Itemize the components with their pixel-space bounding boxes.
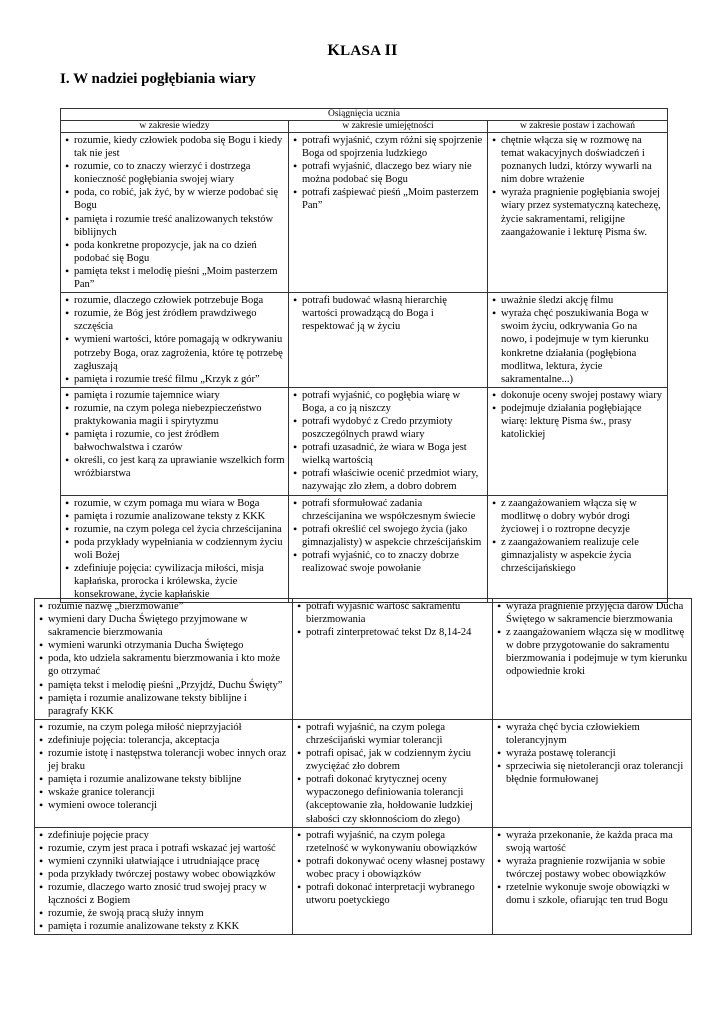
table-row [35,827,692,935]
list-item: • pamięta i rozumie treść analizowanych tekstów biblijnych [65,213,285,239]
bullet-list [492,497,664,576]
table-row [61,293,668,388]
cell-umiejetnosci [289,495,488,603]
list-item: • rozumie, że Bóg jest źródłem prawdziwego szczęścia [65,307,285,333]
cell-wiedza [35,827,293,935]
list-item: • rozumie nazwę „bierzmowanie” [39,600,289,613]
list-item: • rzetelnie wykonuje swoje obowiązki w domu i szkole, ofiarując ten trud Bogu [497,881,688,907]
list-item: • potrafi wyjaśnić, co to znaczy dobrze realizować swoje powołanie [293,549,484,575]
list-item: • potrafi uzasadnić, że wiara w Boga jest wielką wartością [293,441,484,467]
achievements-table-continued [34,598,692,935]
list-item: • potrafi wyjaśnić, co pogłębia wiarę w Boga, a co ją niszczy [293,389,484,415]
list-item: • wymieni czynniki ułatwiające i utrudniające pracę [39,855,289,868]
list-item: • uważnie śledzi akcję filmu [492,294,664,307]
list-item: • poda, kto udziela sakramentu bierzmowania i kto może go otrzymać [39,652,289,678]
list-item: • potrafi określić cel swojego życia (jako gimnazjalisty) w aspekcie chrześcijańskim [293,523,484,549]
cell-postawy [493,719,692,827]
cell-umiejetnosci [293,599,493,720]
list-item: • potrafi wyjaśnić wartość sakramentu bierzmowania [297,600,489,626]
cell-umiejetnosci [289,293,488,388]
list-item: • rozumie, na czym polega niebezpieczeństwo praktykowania magii i spirytyzmu [65,402,285,428]
list-item: • potrafi wyjaśnić, czym różni się spojrzenie Boga od spojrzenia ludzkiego [293,134,484,160]
list-item: • potrafi wydobyć z Credo przymioty poszczególnych prawd wiary [293,415,484,441]
list-item: • pamięta tekst i melodię pieśni „Przyjdź, Duchu Święty” [39,679,289,692]
list-item: • wymieni wartości, które pomagają w odkrywaniu potrzeby Boga, oraz zagrożenia, które tę potrzebę zagłuszają [65,333,285,372]
cell-postawy [493,827,692,935]
list-item: • rozumie, w czym pomaga mu wiara w Boga [65,497,285,510]
bullet-list [297,721,489,826]
list-item: • określi, co jest karą za uprawianie wszelkich form wróżbiarstwa [65,454,285,480]
cell-umiejetnosci [289,133,488,293]
list-item: • potrafi dokonywać oceny własnej postawy wobec pracy i obowiązków [297,855,489,881]
bullet-list [492,389,664,441]
bullet-list [39,829,289,934]
cell-wiedza [61,293,289,388]
header-umiejetnosci: w zakresie umiejętności [289,121,488,133]
list-item: • dokonuje oceny swojej postawy wiary [492,389,664,402]
list-item: • rozumie, co to znaczy wierzyć i dostrzega konieczność pogłębiania swojej wiary [65,160,285,186]
list-item: • rozumie, dlaczego człowiek potrzebuje Boga [65,294,285,307]
cell-postawy [488,387,668,495]
list-item: • pamięta i rozumie analizowane teksty z KKK [39,920,289,933]
list-item: • wyraża pragnienie pogłębiania swojej wiary przez systematyczną katechezę, życie sakramentami, religijne zaangażowanie i lekturę Pisma św. [492,186,664,238]
cell-wiedza [35,599,293,720]
header-wiedza: w zakresie wiedzy [61,121,289,133]
list-item: • potrafi budować własną hierarchię wartości prowadzącą do Boga i respektować ją w życiu [293,294,484,333]
list-item: • rozumie istotę i następstwa tolerancji wobec innych oraz jej braku [39,747,289,773]
list-item: • podejmuje działania pogłębiające wiarę: lekturę Pisma św., prasy katolickiej [492,402,664,441]
bullet-list [497,829,688,908]
list-item: • wskaże granice tolerancji [39,786,289,799]
list-item: • potrafi wyjaśnić, dlaczego bez wiary nie można podobać się Bogu [293,160,484,186]
cell-wiedza [35,719,293,827]
list-item: • z zaangażowaniem realizuje cele gimnazjalisty w aspekcie życia chrześcijańskiego [492,536,664,575]
bullet-list [65,497,285,602]
list-item: • rozumie, na czym polega cel życia chrześcijanina [65,523,285,536]
section-title: I. W nadziei pogłębiania wiary [60,71,256,87]
list-item: • wymieni warunki otrzymania Ducha Świętego [39,639,289,652]
list-item: • poda przykłady wypełniania w codziennym życiu woli Bożej [65,536,285,562]
bullet-list [297,829,489,908]
list-item: • wyraża przekonanie, że każda praca ma swoją wartość [497,829,688,855]
list-item: • wyraża chęć poszukiwania Boga w swoim życiu, odkrywania Go na nowo, i podejmuje w tym kierunku konkretne działania (pogłębiona modlitwa, lektura, życie sakramentalne...) [492,307,664,386]
achievements-table [60,108,668,603]
bullet-list [497,600,688,679]
list-item: • rozumie, na czym polega miłość nieprzyjaciół [39,721,289,734]
table-row [35,599,692,720]
list-item: • poda przykłady twórczej postawy wobec obowiązków [39,868,289,881]
bullet-list [293,134,484,213]
bullet-list [492,134,664,239]
bullet-list [39,721,289,813]
list-item: • pamięta tekst i melodię pieśni „Moim pasterzem Pan” [65,265,285,291]
list-item: • potrafi sformułować zadania chrześcijanina we współczesnym świecie [293,497,484,523]
list-item: • rozumie, że swoją pracą służy innym [39,907,289,920]
list-item: • pamięta i rozumie treść filmu „Krzyk z gór” [65,373,285,386]
header-postawy: w zakresie postaw i zachowań [488,121,668,133]
bullet-list [65,389,285,481]
list-item: • potrafi opisać, jak w codziennym życiu zwyciężać zło dobrem [297,747,489,773]
class-heading: KLASA II [327,42,398,59]
list-item: • wyraża pragnienie przyjęcia darów Ducha Świętego w sakramencie bierzmowania [497,600,688,626]
bullet-list [65,134,285,291]
bullet-list [293,497,484,576]
list-item: • potrafi właściwie ocenić przedmiot wiary, nazywając zło złem, a dobro dobrem [293,467,484,493]
list-item: • potrafi wyjaśnić, na czym polega rzetelność w wykonywaniu obowiązków [297,829,489,855]
bullet-list [65,294,285,386]
table-row [61,387,668,495]
list-item: • potrafi zinterpretować tekst Dz 8,14-24 [297,626,489,639]
cell-postawy [488,133,668,293]
bullet-list [497,721,688,786]
list-item: • wyraża pragnienie rozwijania w sobie twórczej postawy wobec obowiązków [497,855,688,881]
cell-postawy [488,293,668,388]
list-item: • rozumie, czym jest praca i potrafi wskazać jej wartość [39,842,289,855]
cell-wiedza [61,495,289,603]
cell-umiejetnosci [293,827,493,935]
list-item: • wymieni dary Ducha Świętego przyjmowane w sakramencie bierzmowania [39,613,289,639]
list-item: • z zaangażowaniem włącza się w modlitwę w dobre przygotowanie do sakramentu bierzmowania i podejmuje w tym kierunku odpowiednie kroki [497,626,688,678]
list-item: • pamięta i rozumie analizowane teksty biblijne [39,773,289,786]
list-item: • wyraża postawę tolerancji [497,747,688,760]
list-item: • z zaangażowaniem włącza się w modlitwę o dobry wybór drogi życiowej i o roztropne decyzje [492,497,664,536]
cell-umiejetnosci [293,719,493,827]
list-item: • rozumie, kiedy człowiek podoba się Bogu i kiedy tak nie jest [65,134,285,160]
list-item: • poda konkretne propozycje, jak na co dzień podobać się Bogu [65,239,285,265]
bullet-list [492,294,664,386]
list-item: • wyraża chęć bycia człowiekiem tolerancyjnym [497,721,688,747]
table-row [61,133,668,293]
bullet-list [293,294,484,333]
bullet-list [293,389,484,494]
header-group: Osiągnięcia ucznia [61,109,668,121]
list-item: • potrafi dokonać krytycznej oceny wypaczonego definiowania tolerancji (akceptowanie zła, hołdowanie ludzkiej słabości czy skłonnościom do złego) [297,773,489,825]
cell-postawy [493,599,692,720]
cell-wiedza [61,133,289,293]
bullet-list [297,600,489,639]
cell-wiedza [61,387,289,495]
list-item: • zdefiniuje pojęcia: cywilizacja miłości, misja kapłańska, prorocka i królewska, życie konsekrowane, życie kapłańskie [65,562,285,601]
list-item: • sprzeciwia się nietolerancji oraz tolerancji błędnie formułowanej [497,760,688,786]
list-item: • chętnie włącza się w rozmowę na temat wakacyjnych doświadczeń i poznanych ludzi, którzy wywarli na nim dobre wrażenie [492,134,664,186]
list-item: • pamięta i rozumie analizowane teksty z KKK [65,510,285,523]
list-item: • pamięta i rozumie tajemnice wiary [65,389,285,402]
list-item: • wymieni owoce tolerancji [39,799,289,812]
list-item: • potrafi zaśpiewać pieśń „Moim pasterzem Pan” [293,186,484,212]
list-item: • rozumie, dlaczego warto znosić trud swojej pracy w łączności z Bogiem [39,881,289,907]
cell-umiejetnosci [289,387,488,495]
bullet-list [39,600,289,718]
cell-postawy [488,495,668,603]
list-item: • pamięta i rozumie analizowane teksty biblijne i paragrafy KKK [39,692,289,718]
table-row [61,495,668,603]
list-item: • potrafi dokonać interpretacji wybranego utworu poetyckiego [297,881,489,907]
list-item: • zdefiniuje pojęcie pracy [39,829,289,842]
list-item: • pamięta i rozumie, co jest źródłem bałwochwalstwa i czarów [65,428,285,454]
list-item: • poda, co robić, jak żyć, by w wierze podobać się Bogu [65,186,285,212]
list-item: • zdefiniuje pojęcia: tolerancja, akceptacja [39,734,289,747]
table-row [35,719,692,827]
list-item: • potrafi wyjaśnić, na czym polega chrześcijański wymiar tolerancji [297,721,489,747]
